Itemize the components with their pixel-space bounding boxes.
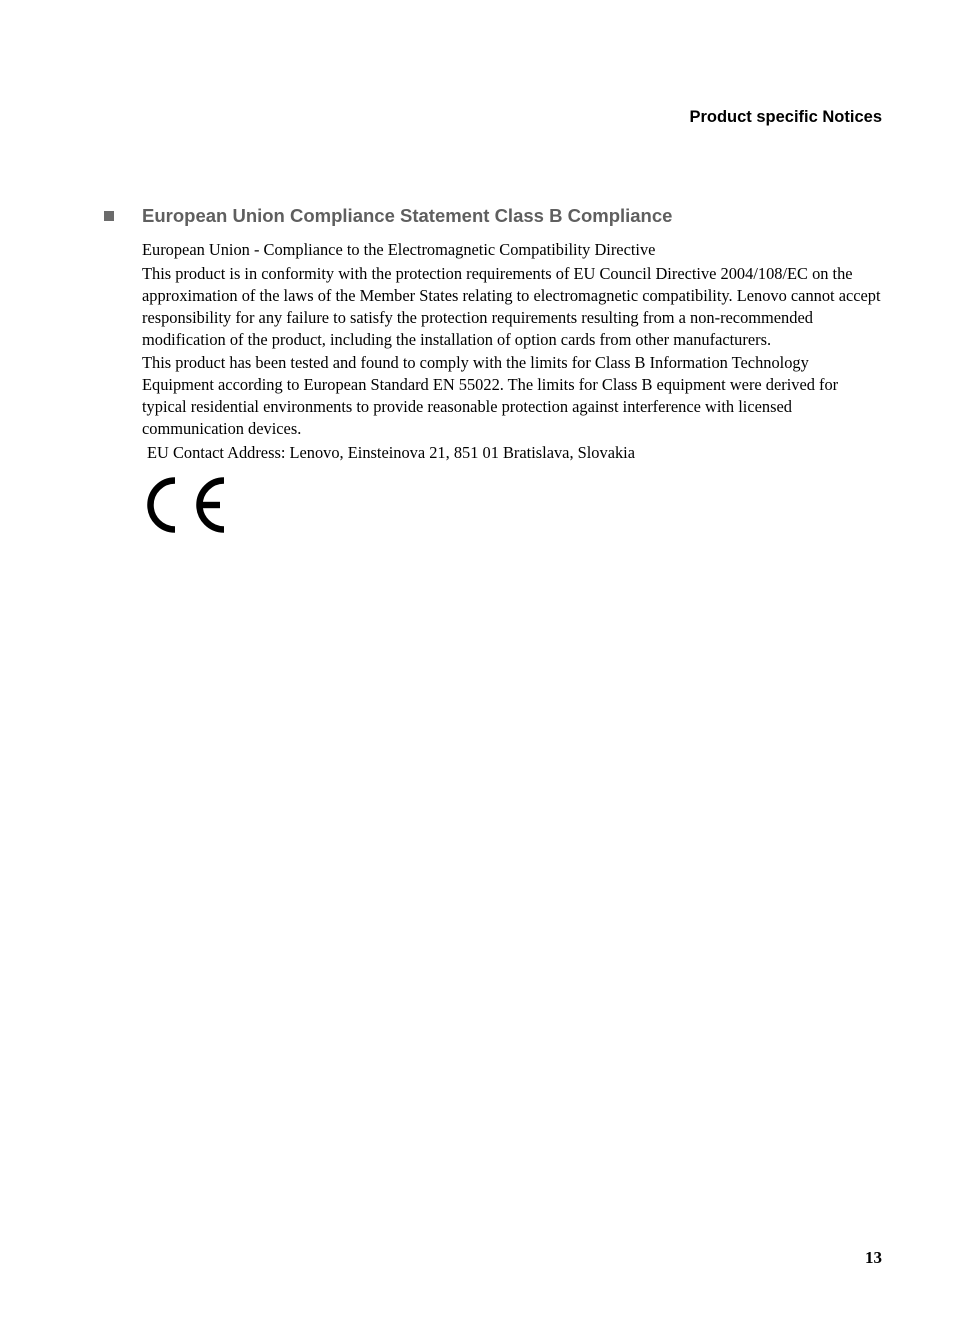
directive-line: European Union - Compliance to the Electromagnetic Compatibility Directive xyxy=(142,240,656,259)
section-body xyxy=(142,239,884,536)
section-heading xyxy=(102,203,892,229)
ce-mark-icon xyxy=(142,474,228,536)
contact-address: EU Contact Address: Lenovo, Einsteinova 21, 851 01 Bratislava, Slovakia xyxy=(147,442,635,462)
section-title: European Union Compliance Statement Class B Compliance xyxy=(142,205,673,226)
conformity-paragraph: This product is in conformity with the protection requirements of EU Council Directive 2004/108/EC on the approximation of the laws of the Member States relating to electromagnetic compatibility. Lenovo cannot accept responsibility for any failure to satisfy the protection requirements resulting from a non-recommended modification of the product, including the installation of option cards from other manufacturers. xyxy=(142,263,881,349)
eu-compliance-section xyxy=(102,203,892,536)
square-bullet-icon xyxy=(104,211,114,221)
running-header: Product specific Notices xyxy=(689,108,882,126)
testing-paragraph: This product has been tested and found to comply with the limits for Class B Information Technology Equipment according to European Standard EN 55022. The limits for Class B equipment were derived for typical residential environments to provide reasonable protection against interference with licensed communication devices. xyxy=(142,353,839,438)
page-number: 13 xyxy=(865,1248,882,1267)
